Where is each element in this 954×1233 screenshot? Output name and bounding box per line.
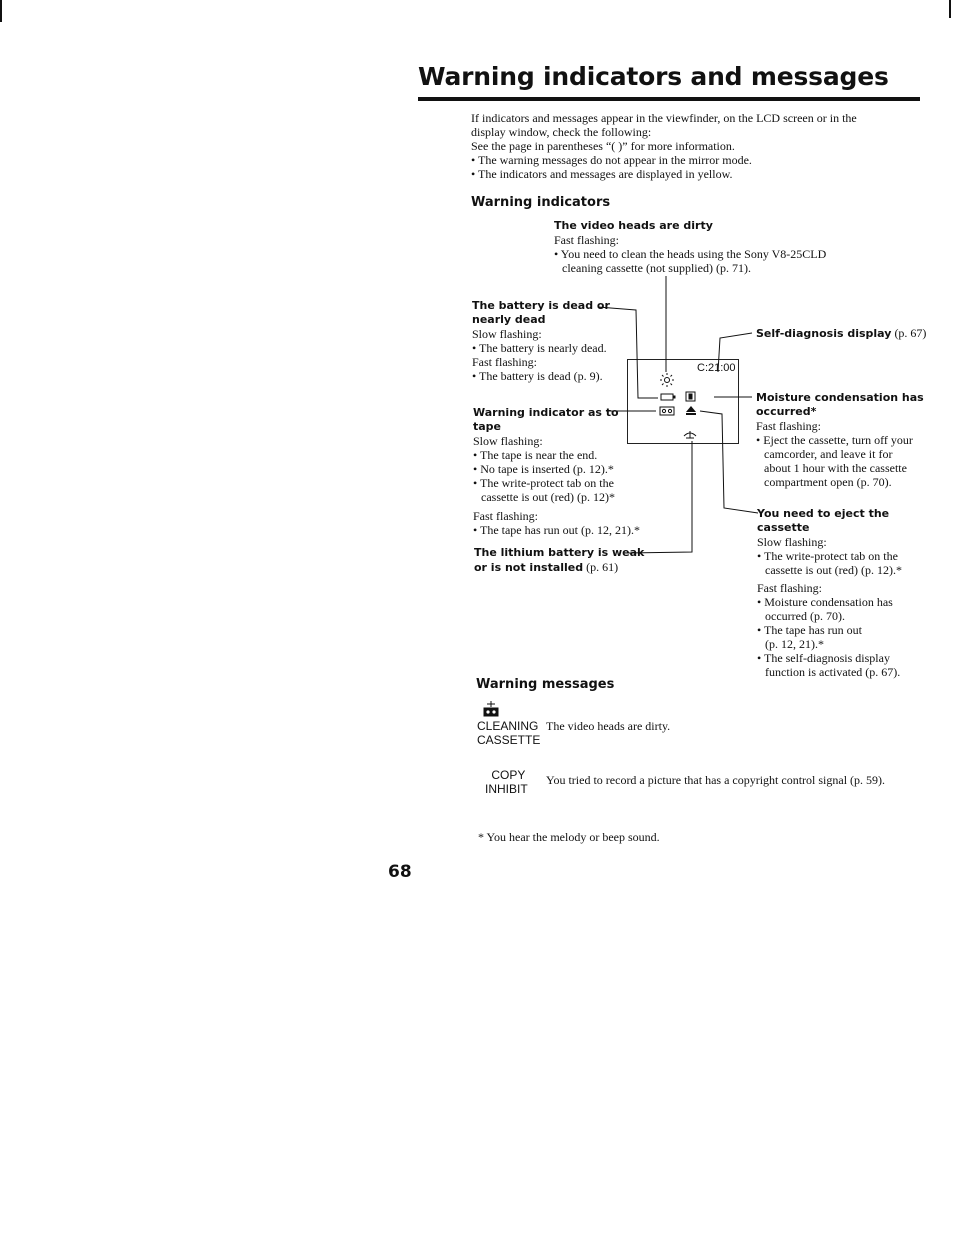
battery-label: The battery is dead or (472, 299, 610, 312)
moisture-icon (686, 392, 695, 401)
eject-label: cassette (757, 521, 810, 534)
eject-line: • The write-protect tab on the (757, 549, 898, 563)
eject-fast-line: occurred (p. 70). (765, 609, 845, 623)
eject-fast-line: function is activated (p. 67). (765, 665, 901, 679)
moisture-label: occurred* (756, 405, 817, 418)
tape-warning-fast-line: • The tape has run out (p. 12, 21).* (473, 523, 640, 537)
lithium-leader (628, 441, 692, 553)
message-text: The video heads are dirty. (546, 719, 671, 733)
message-cleaning (477, 719, 540, 747)
eject-fast-line: • Moisture condensation has (757, 595, 893, 609)
messages-heading: Warning messages (476, 677, 615, 692)
eject-fast-line: • The tape has run out (757, 623, 862, 637)
battery-line: • The battery is dead (p. 9). (472, 369, 603, 383)
battery-line: Fast flashing: (472, 355, 537, 369)
message-code: CASSETTE (477, 733, 541, 747)
self-diag-ref: (p. 67) (894, 326, 927, 340)
message-code: CLEANING (477, 719, 539, 733)
lithium-label: The lithium battery is weak (474, 546, 645, 559)
tape-icon (660, 407, 674, 415)
tape-warning-line: Slow flashing: (473, 434, 543, 448)
self-diag-leader (718, 333, 752, 372)
tape-warning-line: • No tape is inserted (p. 12).* (473, 462, 614, 476)
battery-line: • The battery is nearly dead. (472, 341, 607, 355)
self-diag-label: Self-diagnosis display (756, 327, 892, 340)
video-heads-line: Fast flashing: (554, 233, 619, 247)
moisture-label: Moisture condensation has (756, 391, 924, 404)
indicators-heading: Warning indicators (471, 195, 611, 210)
battery-icon (661, 394, 675, 400)
intro-line: • The warning messages do not appear in the mirror mode. (471, 153, 752, 167)
moisture-line: about 1 hour with the cassette (764, 461, 907, 475)
eject-fast-line: (p. 12, 21).* (765, 637, 824, 651)
moisture-line: Fast flashing: (756, 419, 821, 433)
video-heads-line: • You need to clean the heads using the Sony V8-25CLD (554, 247, 827, 261)
eject-line: Slow flashing: (757, 535, 827, 549)
eject-label: You need to eject the (757, 507, 890, 520)
eject-fast-line: Fast flashing: (757, 581, 822, 595)
moisture-line: compartment open (p. 70). (764, 475, 892, 489)
footnote: * You hear the melody or beep sound. (478, 830, 660, 844)
intro-line: • The indicators and messages are displayed in yellow. (471, 167, 733, 181)
intro-line: See the page in parentheses “( )” for more information. (471, 139, 735, 153)
tape-warning-fast-line: Fast flashing: (473, 509, 538, 523)
intro-line: If indicators and messages appear in the viewfinder, on the LCD screen or in the (471, 111, 857, 125)
battery-leader (598, 307, 658, 398)
tape-warning-line: • The write-protect tab on the (473, 476, 614, 490)
lithium-icon (684, 431, 696, 438)
tape-warning-line: cassette is out (red) (p. 12)* (481, 490, 615, 504)
message-text: You tried to record a picture that has a copyright control signal (p. 59). (546, 773, 886, 787)
video-heads-line: cleaning cassette (not supplied) (p. 71). (562, 261, 751, 275)
battery-label: nearly dead (472, 313, 546, 326)
message-code: COPY (491, 768, 526, 782)
intro-line: display window, check the following: (471, 125, 652, 139)
video-heads-label: The video heads are dirty (554, 219, 713, 232)
moisture-line: camcorder, and leave it for (764, 447, 893, 461)
eject-fast-line: • The self-diagnosis display (757, 651, 890, 665)
eject-icon (686, 406, 696, 415)
tape-warning-label: Warning indicator as to (473, 406, 619, 419)
page-number: 68 (388, 862, 412, 882)
battery-line: Slow flashing: (472, 327, 542, 341)
eject-leader (700, 411, 758, 513)
lithium-label: or is not installed (474, 561, 584, 574)
time-counter: C:21:00 (697, 362, 736, 374)
cleaning-cassette-icon (484, 701, 498, 716)
lithium-ref: (p. 61) (586, 560, 619, 574)
tape-warning-line: • The tape is near the end. (473, 448, 598, 462)
page-title: Warning indicators and messages (418, 62, 889, 91)
message-code: INHIBIT (485, 782, 528, 796)
moisture-line: • Eject the cassette, turn off your (756, 433, 913, 447)
heads-icon (660, 373, 674, 387)
message-copy-inhibit (485, 768, 528, 796)
tape-warning-label: tape (473, 420, 502, 433)
eject-line: cassette is out (red) (p. 12).* (765, 563, 902, 577)
